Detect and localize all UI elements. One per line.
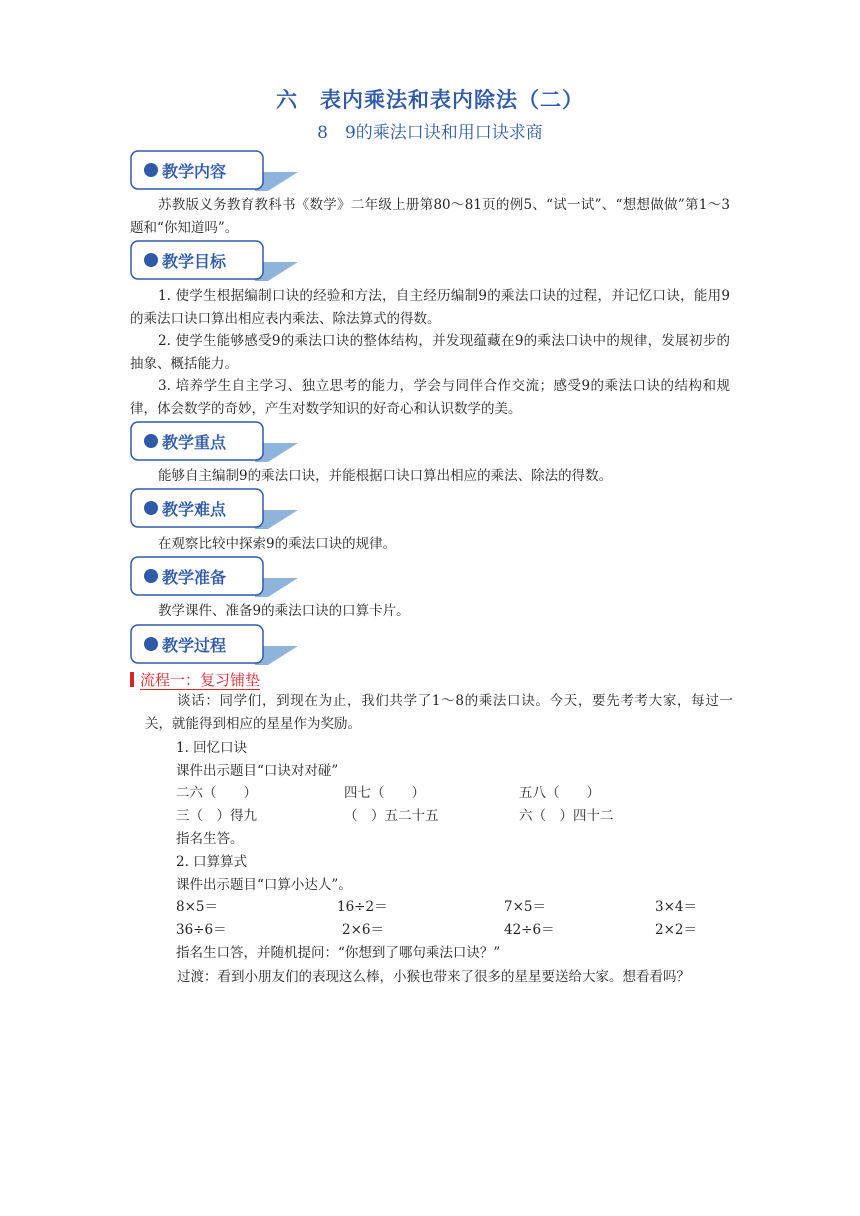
section-label: 教学内容 [162,162,227,181]
calc-item: 3×4＝ [655,899,697,915]
step1-title: 1. 回忆口诀 [176,740,248,756]
content-text: 苏教版义务教育教科书《数学》二年级上册第80～81页的例5、“试一试”、“想想做做”第1～3题和“你知道吗”。 [130,197,730,236]
calc-item: 2×6＝ [342,922,384,938]
step2-title: 2. 口算算式 [176,854,248,870]
lesson-title: 8 9的乘法口诀和用口诀求商 [317,123,543,143]
section-tag-content [130,150,300,192]
section-label: 教学准备 [162,568,227,587]
recall-item: 三（ ）得九 [176,808,257,824]
calc-item: 7×5＝ [504,899,546,915]
section-tag-goals [130,240,300,282]
section-tag-difficulty [130,488,300,530]
recall-item: 二六（ ） [176,785,257,801]
section-tag-key [130,421,300,463]
step1-desc: 课件出示题目“口诀对对碰” [176,763,339,779]
goal-item-2: 2. 使学生能够感受9的乘法口诀的整体结构，并发现蕴藏在9的乘法口诀中的规律，发展初步的抽象、概括能力。 [130,333,730,372]
difficulty-text: 在观察比较中探索9的乘法口诀的规律。 [158,536,397,552]
section-label: 教学过程 [162,636,227,655]
unit-title: 六 表内乘法和表内除法（二） [276,88,584,112]
recall-item: 六（ ）四十二 [519,808,614,824]
step2-desc: 课件出示题目“口算小达人”。 [176,877,352,893]
section-label: 教学难点 [162,500,227,519]
section-tag-process [130,624,300,666]
flow-heading [130,669,260,689]
goal-item-1: 1. 使学生根据编制口诀的经验和方法，自主经历编制9的乘法口诀的过程，并记忆口诀，能用9的乘法口诀口算出相应表内乘法、除法算式的得数。 [130,288,730,327]
calc-item: 42÷6＝ [504,922,555,938]
transition-text: 过渡：看到小朋友们的表现这么棒，小猴也带来了很多的星星要送给大家。想看看吗？ [177,969,690,985]
section-label: 教学重点 [162,433,227,452]
prep-text: 教学课件、准备9的乘法口诀的口算卡片。 [158,603,410,619]
section-label: 教学目标 [162,252,227,271]
recall-item: 五八（ ） [519,785,600,801]
step1-after: 指名生答。 [176,831,244,847]
step2-after: 指名生口答，并随机提问：“你想到了哪句乘法口诀？” [176,945,501,961]
recall-item: （ ）五二十五 [344,808,439,824]
intro-text: 谈话：同学们，到现在为止，我们共学了1～8的乘法口诀。今天，要先考考大家，每过一关，就能得到相应的星星作为奖励。 [145,693,733,732]
section-tag-prep [130,556,300,598]
goal-item-3: 3. 培养学生自主学习、独立思考的能力，学会与同伴合作交流；感受9的乘法口诀的结构和规律，体会数学的奇妙，产生对数学知识的好奇心和认识数学的美。 [130,378,730,417]
recall-item: 四七（ ） [344,785,425,801]
flow-marker [130,672,134,687]
calc-item: 8×5＝ [176,899,218,915]
calc-item: 16÷2＝ [337,899,388,915]
calc-item: 36÷6＝ [176,922,227,938]
key-text: 能够自主编制9的乘法口诀，并能根据口诀口算出相应的乘法、除法的得数。 [158,468,613,484]
calc-item: 2×2＝ [655,922,697,938]
flow-heading-text: 流程一：复习铺垫 [140,671,261,689]
